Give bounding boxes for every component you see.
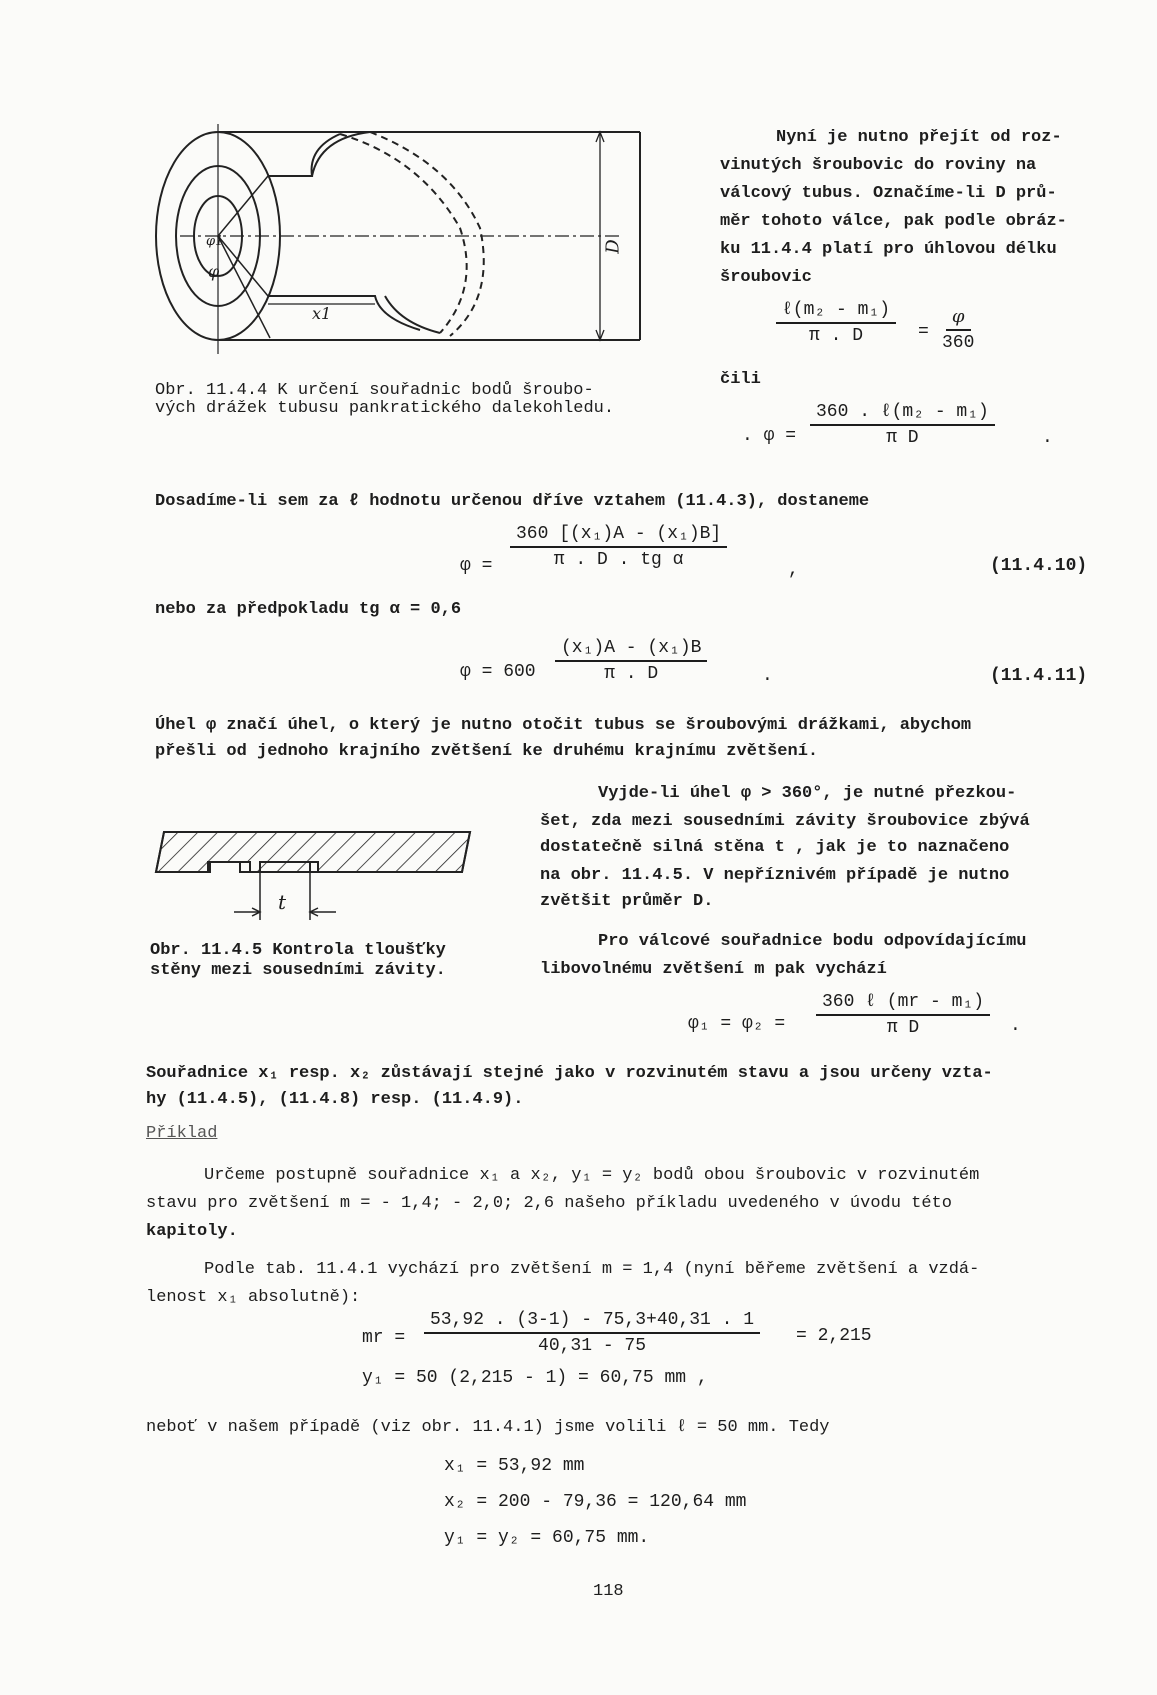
figure1-label-phi1: φ1 bbox=[206, 234, 224, 249]
intro-line-3: měr tohoto válce, pak podle obráz- bbox=[720, 212, 1067, 231]
para-souradnice-line-0: Souřadnice x₁ resp. x₂ zůstávají stejné jako v rozvinutém stavu a jsou určeny vzta- bbox=[146, 1064, 993, 1083]
eq-11-4-10-lhs: φ = bbox=[460, 556, 493, 576]
para-podle-line-0: Podle tab. 11.4.1 vychází pro zvětšení m = 1,4 (nyní běřeme zvětšení a vzdá- bbox=[204, 1260, 980, 1279]
figure1-label-x1: x1 bbox=[312, 304, 332, 323]
intro-line-5: šroubovic bbox=[720, 268, 812, 287]
eq-ratio-rhs-den: 360 bbox=[942, 333, 975, 353]
eq-y1: y₁ = 50 (2,215 - 1) = 60,75 mm , bbox=[362, 1368, 708, 1388]
eq-phi12-num: 360 ℓ (mr - m₁) bbox=[816, 992, 990, 1016]
para-uhel-line-0: Úhel φ značí úhel, o který je nutno otočit tubus se šroubovými drážkami, abychom bbox=[155, 716, 972, 735]
para-souradnice-line-1: hy (11.4.5), (11.4.8) resp. (11.4.9). bbox=[146, 1090, 524, 1109]
eq-phi-end: . bbox=[1042, 428, 1053, 448]
eq-phi-den: π D bbox=[886, 428, 919, 448]
intro-line-1: vinutých šroubovic do roviny na bbox=[720, 156, 1037, 175]
para-nebot: neboť v našem případě (viz obr. 11.4.1) jsme volili ℓ = 50 mm. Tedy bbox=[146, 1418, 830, 1437]
eq-mr-den: 40,31 - 75 bbox=[538, 1336, 647, 1356]
page-number: 118 bbox=[593, 1582, 624, 1601]
para-podle-line-1: lenost x₁ absolutně): bbox=[146, 1288, 361, 1307]
eq-phi-fraction bbox=[810, 402, 995, 448]
para-vyjde-line-4: zvětšit průměr D. bbox=[540, 892, 714, 911]
eq-phi12-den: π D bbox=[886, 1018, 920, 1038]
eq-phi12-end: . bbox=[1010, 1016, 1021, 1036]
eq-11-4-11-lhs: φ = 600 bbox=[460, 662, 536, 682]
intro-line-2: válcový tubus. Označíme-li D prů- bbox=[720, 184, 1057, 203]
eq-11-4-10-fraction bbox=[510, 524, 727, 570]
eq-11-4-10-num: 360 [(x₁)A - (x₁)B] bbox=[510, 524, 727, 548]
eq-11-4-11-num: (x₁)A - (x₁)B bbox=[555, 638, 707, 662]
eq-phi-num: 360 . ℓ(m₂ - m₁) bbox=[810, 402, 995, 426]
priklad-heading: Příklad bbox=[146, 1124, 218, 1143]
eq-11-4-11-den: π . D bbox=[604, 664, 659, 684]
cylinder-figure bbox=[150, 118, 660, 378]
eq-phi-lhs: . φ = bbox=[742, 426, 797, 446]
eq-mr-fraction bbox=[424, 1310, 760, 1356]
figure2-caption-line1: Obr. 11.4.5 Kontrola tloušťky bbox=[150, 941, 446, 960]
para-urceme-line-1: stavu pro zvětšení m = - 1,4; - 2,0; 2,6 našeho příkladu uvedeného v úvodu této bbox=[146, 1194, 952, 1213]
figure2-caption-line2: stěny mezi sousedními závity. bbox=[150, 961, 446, 980]
eq-mr-lhs: mr = bbox=[362, 1328, 406, 1348]
para-nebo: nebo za předpokladu tg α = 0,6 bbox=[155, 600, 462, 619]
para-vyjde-line-2: dostatečně silná stěna t , jak je to naznačeno bbox=[540, 838, 1010, 857]
para-dosadime: Dosadíme-li sem za ℓ hodnotu určenou dříve vztahem (11.4.3), dostaneme bbox=[155, 492, 870, 511]
eq-mr-rhs: = 2,215 bbox=[796, 1326, 872, 1346]
eq-phi12-lhs: φ₁ = φ₂ = bbox=[688, 1014, 786, 1034]
eq-ratio-lhs bbox=[776, 300, 896, 346]
eq-ratio-equals: = bbox=[918, 322, 929, 342]
eq-11-4-10-end: , bbox=[788, 560, 799, 580]
eq-11-4-11-tag: (11.4.11) bbox=[990, 666, 1088, 686]
eq-ratio-num: ℓ(m₂ - m₁) bbox=[776, 300, 896, 324]
para-vyjde-line-0: Vyjde-li úhel φ > 360°, je nutné přezkou- bbox=[598, 784, 1017, 803]
eq-11-4-11-fraction bbox=[555, 638, 707, 684]
figure1-label-phi: φ bbox=[208, 262, 220, 281]
eq-phi12-fraction bbox=[816, 992, 990, 1038]
figure1-caption-line1: Obr. 11.4.4 K určení souřadnic bodů šroubo- bbox=[155, 381, 594, 400]
eq-11-4-10-tag: (11.4.10) bbox=[990, 556, 1088, 576]
figure1-caption-line2: vých drážek tubusu pankratického dalekohledu. bbox=[155, 399, 615, 418]
wall-section-figure bbox=[150, 820, 480, 930]
result-x2: x₂ = 200 - 79,36 = 120,64 mm bbox=[444, 1492, 747, 1512]
intro-line-4: ku 11.4.4 platí pro úhlovou délku bbox=[720, 240, 1057, 259]
eq-mr-num: 53,92 . (3-1) - 75,3+40,31 . 1 bbox=[424, 1310, 760, 1334]
figure2-label-t: t bbox=[278, 890, 287, 914]
eq-ratio-den: π . D bbox=[809, 326, 864, 346]
eq-11-4-10-den: π . D . tg α bbox=[553, 550, 684, 570]
para-uhel-line-1: přešli od jednoho krajního zvětšení ke druhému krajnímu zvětšení. bbox=[155, 742, 819, 761]
intro-line-0: Nyní je nutno přejít od roz- bbox=[776, 128, 1062, 147]
eq-11-4-11-end: . bbox=[762, 666, 773, 686]
para-urceme-line-2: kapitoly. bbox=[146, 1222, 238, 1241]
result-x1: x₁ = 53,92 mm bbox=[444, 1456, 585, 1476]
cili-text: čili bbox=[720, 370, 761, 389]
para-vyjde-line-1: šet, zda mezi sousedními závity šroubovice zbývá bbox=[540, 812, 1030, 831]
para-urceme-line-0: Určeme postupně souřadnice x₁ a x₂, y₁ = y₂ bodů obou šroubovic v rozvinutém bbox=[204, 1166, 980, 1185]
figure1-label-D: D bbox=[602, 239, 624, 254]
eq-ratio-rhs bbox=[942, 306, 974, 353]
para-pro-line-0: Pro válcové souřadnice bodu odpovídajícímu bbox=[598, 932, 1027, 951]
result-y: y₁ = y₂ = 60,75 mm. bbox=[444, 1528, 650, 1548]
eq-ratio-rhs-num: φ bbox=[946, 306, 971, 331]
para-vyjde-line-3: na obr. 11.4.5. V nepříznivém případě je nutno bbox=[540, 866, 1010, 885]
para-pro-line-1: libovolnému zvětšení m pak vychází bbox=[540, 960, 887, 979]
